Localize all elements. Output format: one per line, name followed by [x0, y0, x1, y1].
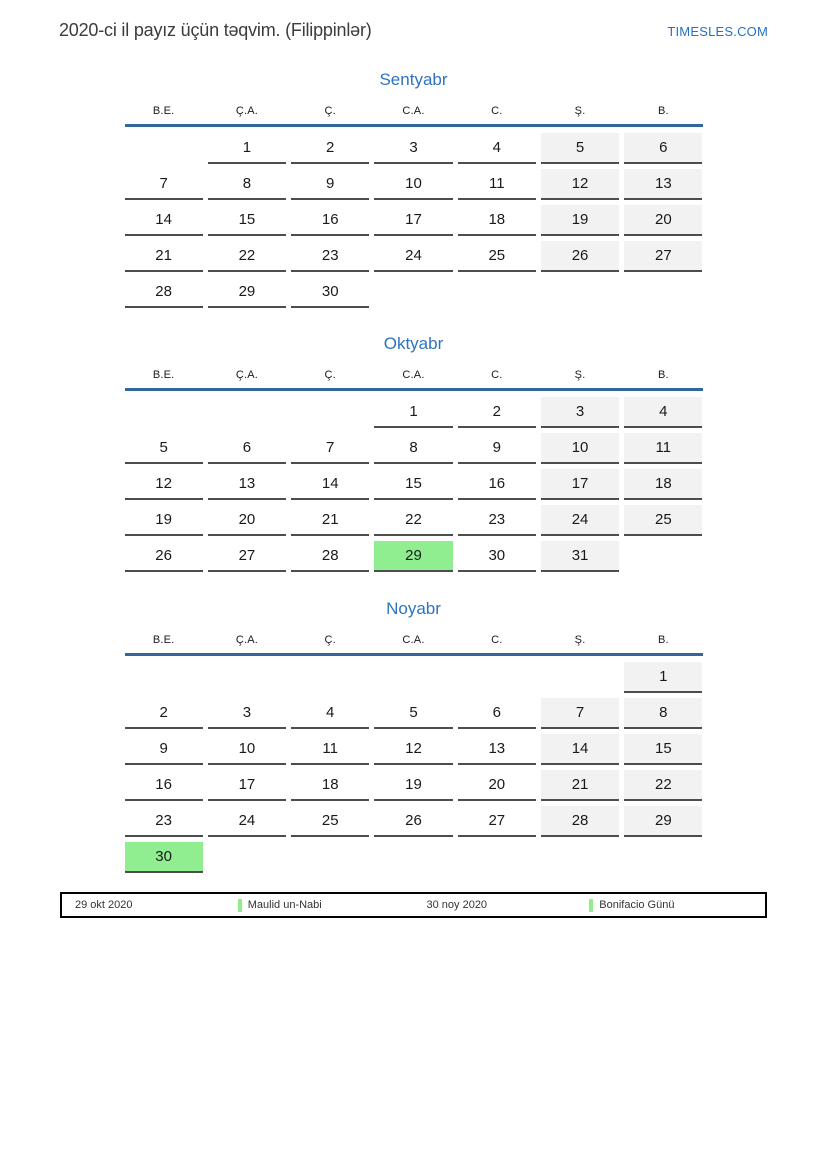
- day-cell: 4: [624, 397, 702, 428]
- day-cell: 26: [541, 241, 619, 272]
- month-title-november: Noyabr: [386, 599, 441, 618]
- day-cell: 25: [291, 806, 369, 837]
- day-cell: 22: [208, 241, 286, 272]
- day-cell: 13: [208, 469, 286, 500]
- day-cell: 29: [208, 277, 286, 308]
- page-header: [0, 0, 827, 41]
- day-cell: 24: [541, 505, 619, 536]
- day-cell: 24: [208, 806, 286, 837]
- weekday-header: B.E.: [152, 369, 175, 381]
- weekday-header: B.E.: [152, 105, 175, 117]
- empty-cell: [374, 662, 452, 693]
- legend-date: 29 okt 2020: [75, 899, 133, 911]
- empty-cell: [208, 842, 286, 873]
- day-cell: 20: [208, 505, 286, 536]
- day-cell: 25: [458, 241, 536, 272]
- weekday-header: B.: [657, 634, 669, 646]
- day-cell: 19: [125, 505, 203, 536]
- legend-date: 30 noy 2020: [426, 899, 488, 911]
- month-october: [125, 334, 703, 572]
- weekday-header: C.: [491, 369, 503, 381]
- empty-cell: [624, 842, 702, 873]
- weekday-header-row: [125, 634, 703, 656]
- day-cell: 2: [291, 133, 369, 164]
- weekday-header-row: [125, 369, 703, 391]
- holiday-legend: [60, 892, 767, 918]
- day-cell: 21: [291, 505, 369, 536]
- weekday-header: B.: [657, 105, 669, 117]
- weekday-header: C.: [491, 105, 503, 117]
- day-cell: 27: [624, 241, 702, 272]
- day-cell: 10: [541, 433, 619, 464]
- month-november: [125, 599, 703, 873]
- day-cell: 22: [624, 770, 702, 801]
- day-cell: 29: [374, 541, 452, 572]
- holiday-marker-icon: [238, 899, 242, 912]
- day-cell: 3: [374, 133, 452, 164]
- day-cell: 8: [208, 169, 286, 200]
- day-cell: 6: [624, 133, 702, 164]
- legend-holiday-label: Bonifacio Günü: [599, 899, 675, 911]
- month-grid-october: [125, 397, 703, 572]
- day-cell: 4: [458, 133, 536, 164]
- day-cell: 2: [125, 698, 203, 729]
- day-cell: 12: [374, 734, 452, 765]
- day-cell: 12: [125, 469, 203, 500]
- day-cell: 27: [208, 541, 286, 572]
- day-cell: 14: [291, 469, 369, 500]
- day-cell: 1: [624, 662, 702, 693]
- day-cell: 1: [208, 133, 286, 164]
- day-cell: 23: [291, 241, 369, 272]
- day-cell: 17: [374, 205, 452, 236]
- empty-cell: [541, 277, 619, 308]
- day-cell: 19: [374, 770, 452, 801]
- day-cell: 17: [541, 469, 619, 500]
- empty-cell: [458, 277, 536, 308]
- holiday-marker-icon: [589, 899, 593, 912]
- day-cell: 15: [374, 469, 452, 500]
- day-cell: 9: [125, 734, 203, 765]
- day-cell: 16: [125, 770, 203, 801]
- day-cell: 23: [125, 806, 203, 837]
- day-cell: 16: [458, 469, 536, 500]
- day-cell: 22: [374, 505, 452, 536]
- day-cell: 13: [458, 734, 536, 765]
- empty-cell: [125, 397, 203, 428]
- month-title-october: Oktyabr: [383, 334, 444, 353]
- day-cell: 16: [291, 205, 369, 236]
- weekday-header: Ç.A.: [235, 634, 259, 646]
- month-september: [125, 70, 703, 308]
- day-cell: 11: [624, 433, 702, 464]
- day-cell: 15: [208, 205, 286, 236]
- day-cell: 26: [374, 806, 452, 837]
- weekday-header: Ç.: [324, 369, 336, 381]
- day-cell: 7: [125, 169, 203, 200]
- month-grid-september: [125, 133, 703, 308]
- day-cell: 28: [125, 277, 203, 308]
- day-cell: 21: [541, 770, 619, 801]
- day-cell: 2: [458, 397, 536, 428]
- day-cell: 11: [291, 734, 369, 765]
- month-grid-november: [125, 662, 703, 873]
- empty-cell: [125, 133, 203, 164]
- day-cell: 10: [208, 734, 286, 765]
- day-cell: 26: [125, 541, 203, 572]
- weekday-header: Ş.: [574, 369, 586, 381]
- day-cell: 14: [541, 734, 619, 765]
- day-cell: 8: [374, 433, 452, 464]
- day-cell: 29: [624, 806, 702, 837]
- day-cell: 12: [541, 169, 619, 200]
- day-cell: 30: [125, 842, 203, 873]
- day-cell: 3: [541, 397, 619, 428]
- day-cell: 1: [374, 397, 452, 428]
- day-cell: 10: [374, 169, 452, 200]
- empty-cell: [291, 842, 369, 873]
- day-cell: 31: [541, 541, 619, 572]
- day-cell: 27: [458, 806, 536, 837]
- empty-cell: [624, 541, 702, 572]
- day-cell: 18: [624, 469, 702, 500]
- weekday-header: Ş.: [574, 105, 586, 117]
- day-cell: 7: [541, 698, 619, 729]
- weekday-header: B.E.: [152, 634, 175, 646]
- day-cell: 25: [624, 505, 702, 536]
- day-cell: 28: [541, 806, 619, 837]
- day-cell: 6: [208, 433, 286, 464]
- day-cell: 18: [291, 770, 369, 801]
- empty-cell: [291, 662, 369, 693]
- empty-cell: [208, 662, 286, 693]
- day-cell: 5: [374, 698, 452, 729]
- day-cell: 21: [125, 241, 203, 272]
- weekday-header: C.A.: [402, 369, 425, 381]
- empty-cell: [374, 277, 452, 308]
- day-cell: 17: [208, 770, 286, 801]
- day-cell: 9: [291, 169, 369, 200]
- day-cell: 24: [374, 241, 452, 272]
- empty-cell: [458, 662, 536, 693]
- month-title-september: Sentyabr: [379, 70, 448, 89]
- weekday-header: B.: [657, 369, 669, 381]
- day-cell: 14: [125, 205, 203, 236]
- weekday-header: Ş.: [574, 634, 586, 646]
- day-cell: 18: [458, 205, 536, 236]
- day-cell: 9: [458, 433, 536, 464]
- weekday-header: C.: [491, 634, 503, 646]
- weekday-header: Ç.: [324, 105, 336, 117]
- empty-cell: [458, 842, 536, 873]
- legend-holiday: [238, 899, 414, 912]
- site-link[interactable]: TIMESLES.COM: [667, 24, 768, 39]
- day-cell: 11: [458, 169, 536, 200]
- weekday-header: C.A.: [402, 634, 425, 646]
- day-cell: 30: [291, 277, 369, 308]
- legend-holiday: [589, 899, 765, 912]
- day-cell: 3: [208, 698, 286, 729]
- day-cell: 4: [291, 698, 369, 729]
- weekday-header: Ç.A.: [235, 369, 259, 381]
- day-cell: 8: [624, 698, 702, 729]
- weekday-header: Ç.A.: [235, 105, 259, 117]
- day-cell: 20: [624, 205, 702, 236]
- day-cell: 23: [458, 505, 536, 536]
- day-cell: 20: [458, 770, 536, 801]
- day-cell: 19: [541, 205, 619, 236]
- legend-holiday-label: Maulid un-Nabi: [247, 899, 322, 911]
- day-cell: 15: [624, 734, 702, 765]
- day-cell: 30: [458, 541, 536, 572]
- day-cell: 28: [291, 541, 369, 572]
- day-cell: 5: [541, 133, 619, 164]
- empty-cell: [374, 842, 452, 873]
- page-title: 2020-ci il payız üçün təqvim. (Filippinlər): [59, 20, 372, 40]
- day-cell: 13: [624, 169, 702, 200]
- empty-cell: [208, 397, 286, 428]
- empty-cell: [125, 662, 203, 693]
- empty-cell: [624, 277, 702, 308]
- weekday-header: C.A.: [402, 105, 425, 117]
- weekday-header: Ç.: [324, 634, 336, 646]
- day-cell: 5: [125, 433, 203, 464]
- empty-cell: [291, 397, 369, 428]
- weekday-header-row: [125, 105, 703, 127]
- empty-cell: [541, 842, 619, 873]
- empty-cell: [541, 662, 619, 693]
- day-cell: 7: [291, 433, 369, 464]
- day-cell: 6: [458, 698, 536, 729]
